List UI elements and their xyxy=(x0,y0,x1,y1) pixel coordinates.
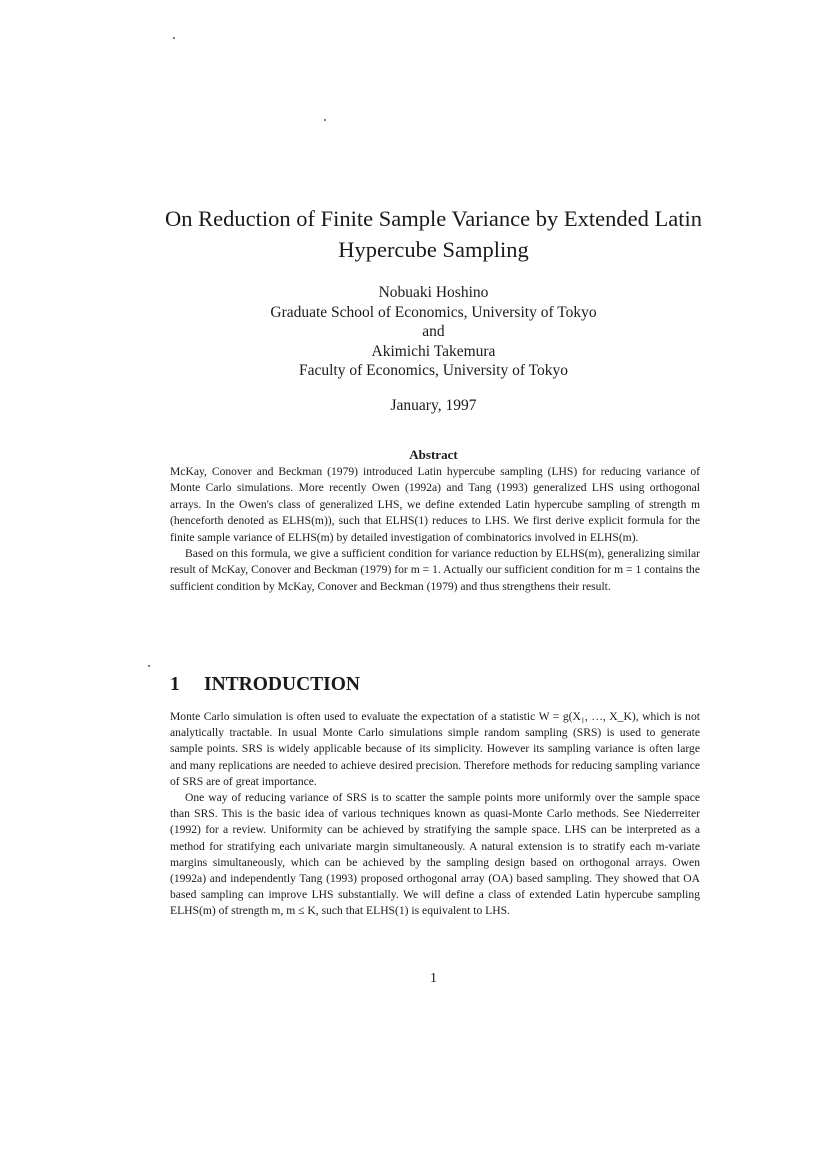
section-number: 1 xyxy=(170,674,180,695)
abstract-paragraph-2: Based on this formula, we give a sufficient condition for variance reduction by ELHS(m), generalizing similar result of McKay, Conover and Beckman (1979) for m = 1. Actually our sufficient condition for m = 1 contains the sufficient condition by McKay, Conover and Beckman (1979) and thus strengthens their result. xyxy=(170,547,700,593)
introduction-body xyxy=(170,709,700,920)
abstract-heading: Abstract xyxy=(409,447,458,462)
abstract-paragraph-1: McKay, Conover and Beckman (1979) introduced Latin hypercube sampling (LHS) for reducing variance of Monte Carlo simulations. More recently Owen (1992a) and Tang (1993) generalized LHS using orthogonal arrays. In the Owen's class of generalized LHS, we define extended Latin hypercube sampling of strength m (henceforth denoted as ELHS(m)), such that ELHS(1) reduces to LHS. We first derive explicit formula for the finite sample variance of ELHS(m) by detailed investigation of combinatorics involved in ELHS(m). xyxy=(170,465,700,544)
title-line-1: On Reduction of Finite Sample Variance by Extended Latin xyxy=(165,206,702,231)
section-title: INTRODUCTION xyxy=(204,674,361,695)
scan-speck xyxy=(324,119,326,121)
author-affiliation-2: Faculty of Economics, University of Tokyo xyxy=(299,362,568,379)
abstract-body xyxy=(170,464,700,595)
title-line-2: Hypercube Sampling xyxy=(338,237,529,262)
author-name-2: Akimichi Takemura xyxy=(371,342,496,360)
introduction-paragraph-1: Monte Carlo simulation is often used to evaluate the expectation of a statistic W = g(X₁, …, X_K), which is not analytically tractable. In usual Monte Carlo simulations simple random sampling (SRS) is used to generate sample points. SRS is widely applicable because of its simplicity. However its sampling variance is often large and many replications are needed to achieve desired precision. Therefore methods for reducing sampling variance of SRS are of great importance. xyxy=(170,710,700,788)
section-heading-introduction xyxy=(170,673,360,697)
author-conjunction: and xyxy=(422,323,445,340)
scan-speck xyxy=(173,37,175,39)
introduction-paragraph-2: One way of reducing variance of SRS is to scatter the sample points more uniformly over the sample space than SRS. This is the basic idea of various techniques known as quasi-Monte Carlo methods. See Niederreiter (1992) for a review. Uniformity can be achieved by stratifying the sample space. LHS can be interpreted as a method for stratifying each univariate margin simultaneously. A natural extension is to stratify each m-variate margins simultaneously, which can be achieved by the sampling design based on orthogonal arrays. Owen (1992a) and independently Tang (1993) proposed orthogonal array (OA) based sampling. They showed that OA based sampling can improve LHS substantially. We will define a class of extended Latin hypercube sampling ELHS(m) of strength m, m ≤ K, such that ELHS(1) is equivalent to LHS. xyxy=(170,791,700,918)
scan-speck xyxy=(148,665,150,667)
author-name-1: Nobuaki Hoshino xyxy=(378,284,489,301)
author-block xyxy=(90,283,777,381)
page-number: 1 xyxy=(430,971,437,986)
paper-title xyxy=(90,203,777,265)
paper-date: January, 1997 xyxy=(390,397,477,414)
author-affiliation-1: Graduate School of Economics, University of Tokyo xyxy=(270,303,597,321)
